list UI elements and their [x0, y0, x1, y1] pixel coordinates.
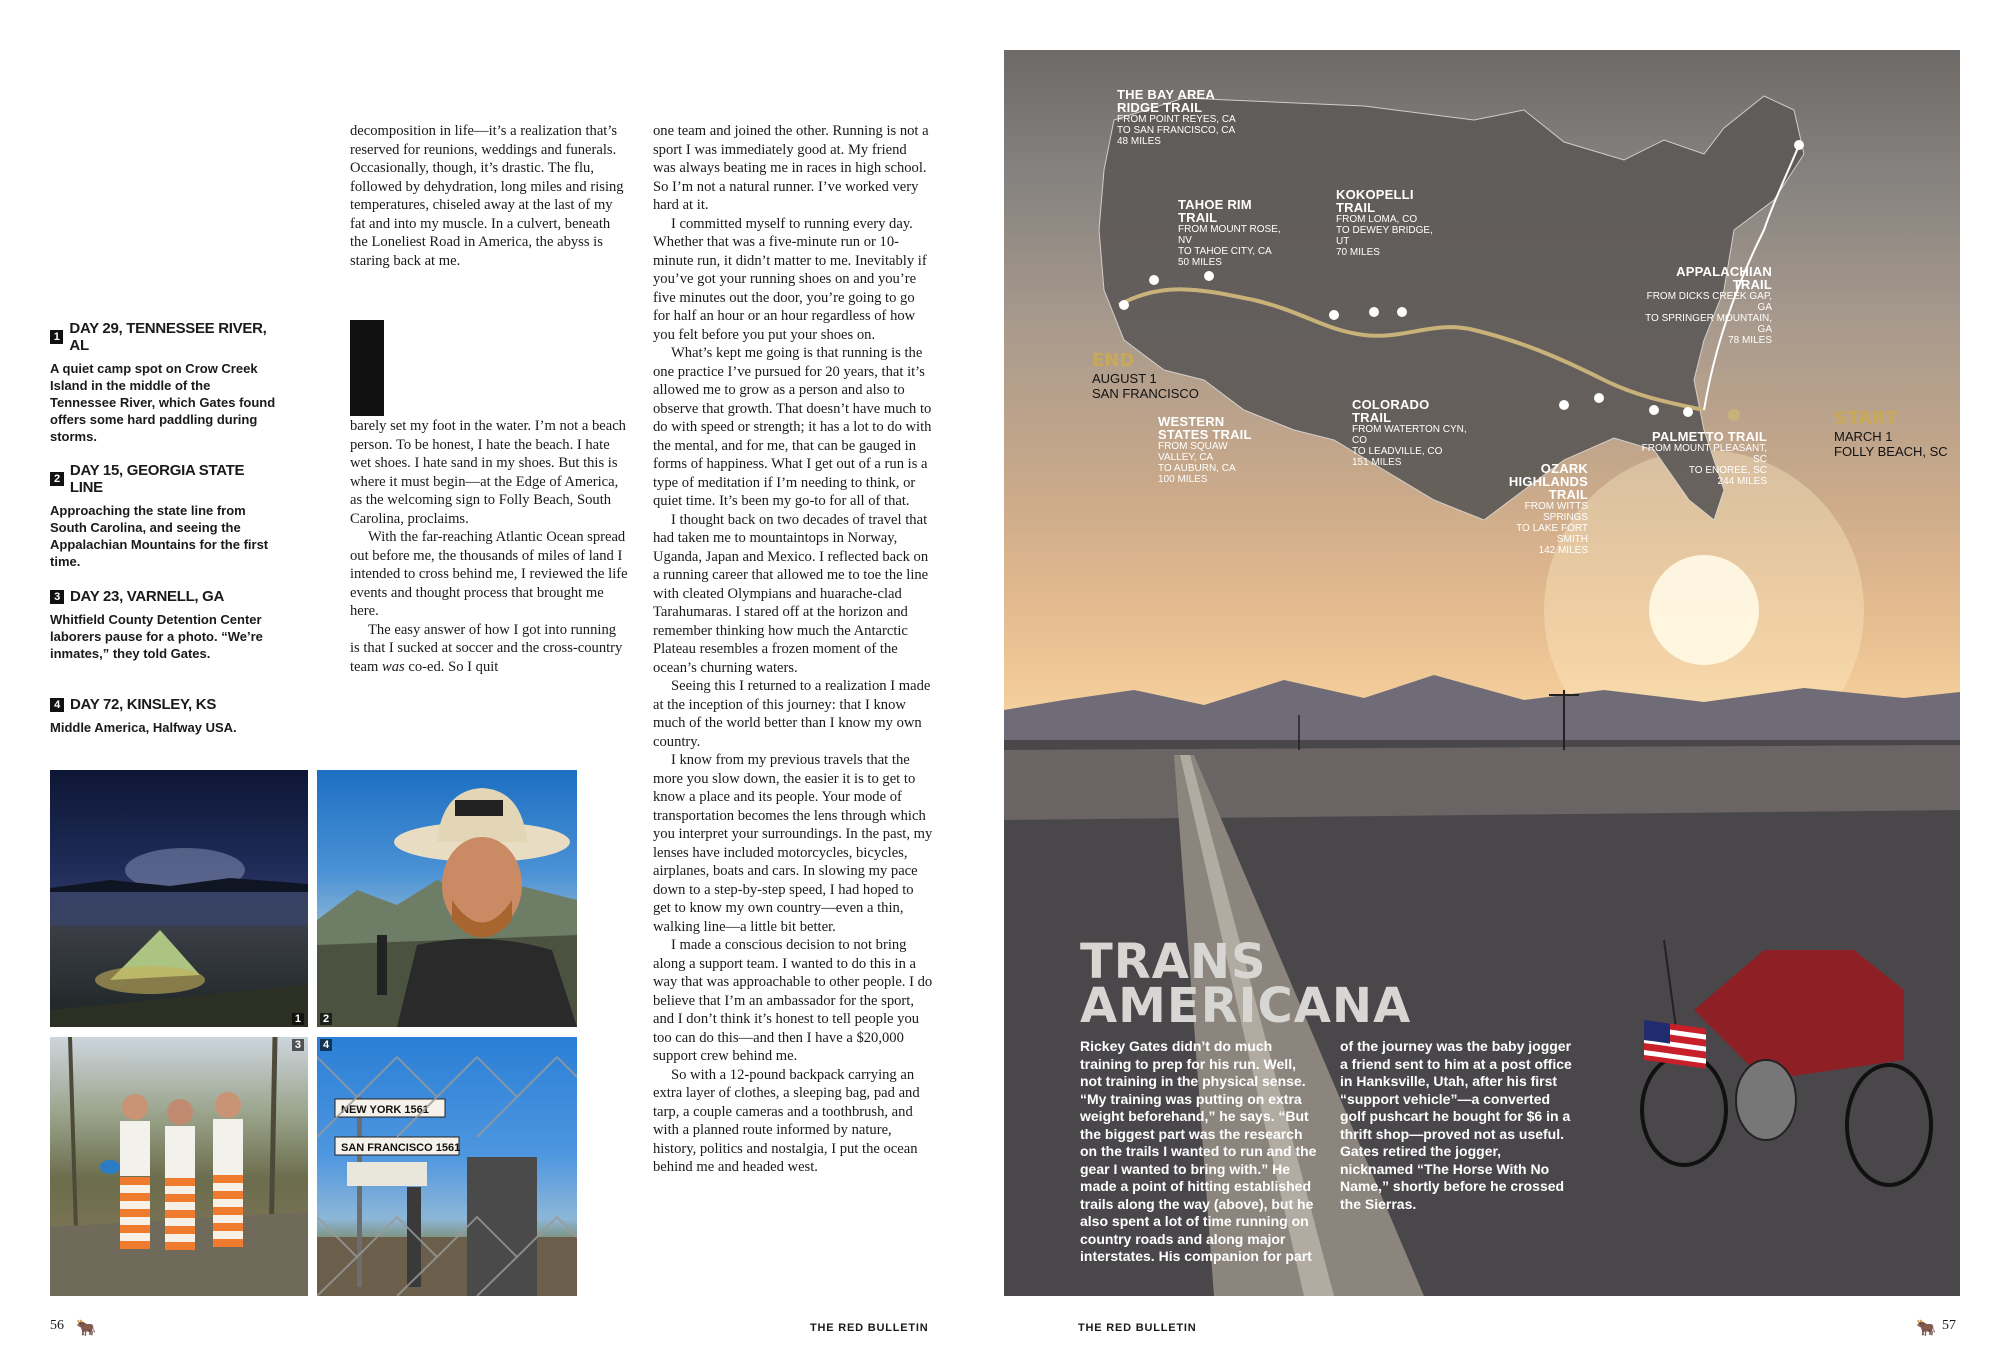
photo-number: 1 — [292, 1013, 304, 1025]
caption-text: Whitfield County Detention Center laborers pause for a photo. “We’re inmates,” they told Gates. — [50, 612, 263, 661]
photo-number: 4 — [320, 1039, 332, 1051]
article-paragraph: With the far-reaching Atlantic Ocean spread out before me, the thousands of miles of land I intended to cross behind me, I reviewed the life events and thought process that brought me here. — [350, 529, 628, 619]
caption-4 — [50, 696, 280, 736]
magazine-name-left: THE RED BULLETIN — [810, 1322, 929, 1334]
photo-number: 3 — [292, 1039, 304, 1051]
caption-number: 3 — [50, 590, 64, 604]
trail-label-western-states: WESTERN STATES TRAIL FROM SQUAW VALLEY, CA TO AUBURN, CA 100 MILES — [1158, 414, 1252, 485]
article-paragraph: I made a conscious decision to not bring along a support team. I wanted to do this in a way that was approachable to other people. I do believe that I’m an ambassador for the sport, and I don’t think it’s honest to tell people you too can do this—and then I have a $20,000 support crew behind me. — [653, 937, 933, 1064]
article-column-1 — [350, 417, 628, 676]
caption-text: Approaching the state line from South Carolina, and seeing the Appalachian Mountains for the first time. — [50, 503, 269, 569]
page-number-left: 56 — [50, 1318, 64, 1333]
deck-column-2: of the journey was the baby jogger a friend sent to him at a post office in Hanksville, Utah, after his first “support vehicle”—a converted golf pushcart he bought for $6 in a thrift shop—proved not as useful. Gates retired the jogger, nicknamed “The Horse With No Name,” shortly before he crossed the Sierras. — [1340, 1038, 1572, 1212]
article-headline: TRANS AMERICANA — [1080, 934, 1412, 1034]
caption-title: DAY 72, KINSLEY, KS — [70, 696, 217, 713]
trail-label-bay-area: THE BAY AREA RIDGE TRAIL FROM POINT REYES, CA TO SAN FRANCISCO, CA 48 MILES — [1117, 87, 1236, 147]
caption-number: 2 — [50, 472, 64, 486]
caption-text: A quiet camp spot on Crow Creek Island in the middle of the Tennessee River, which Gates found offers some hard paddling during storms. — [50, 361, 276, 444]
route-end-label: END AUGUST 1 SAN FRANCISCO — [1092, 350, 1199, 401]
trail-label-palmetto: PALMETTO TRAIL FROM MOUNT PLEASANT, SC TO ENOREE, SC 244 MILES — [1641, 429, 1767, 487]
photo-night-camp — [50, 770, 308, 1027]
caption-number: 1 — [50, 330, 63, 344]
article-paragraph: The easy answer of how I got into running is that I sucked at soccer and the cross-country team was co-ed. So I quit — [350, 621, 623, 675]
route-start-label: START MARCH 1 FOLLY BEACH, SC — [1834, 408, 1948, 459]
trail-label-kokopelli: KOKOPELLI TRAIL FROM LOMA, CO TO DEWEY BRIDGE, UT 70 MILES — [1336, 187, 1433, 258]
trail-label-colorado: COLORADO TRAIL FROM WATERTON CYN, CO TO LEADVILLE, CO 151 MILES — [1352, 397, 1467, 468]
article-paragraph: I thought back on two decades of travel that had taken me to mountaintops in Norway, Uganda, Japan and Mexico. I reflected back on a running career that allowed me to toe the line with cleated Olympians and huarache-clad Tarahumaras. I stared off at the horizon and remember thinking how much the Antarctic Plateau resembles a frozen moment of the ocean’s churning waters. — [653, 511, 929, 676]
photo-number: 2 — [320, 1013, 332, 1025]
caption-2 — [50, 462, 280, 570]
deck-column-1: Rickey Gates didn’t do much training to prep for his run. Well, not training in the physical sense. “My training was putting on extra weight beforehand,” he says. “But the biggest part was the research on the trails I wanted to run and the gear I wanted to bring with.” He made a point of hitting established trails along the way (above), but he also spent a lot of time running on country roads and along major interstates. His companion for part — [1080, 1038, 1317, 1264]
photo-hiker-portrait — [317, 770, 577, 1027]
article-paragraph: So with a 12-pound backpack carrying an extra layer of clothes, a sleeping bag, pad and tarp, a couple cameras and a toothbrush, and with a planned route informed by nature, history, politics and nostalgia, I put the ocean behind me and headed west. — [653, 1066, 920, 1175]
caption-3 — [50, 588, 280, 662]
sign-new-york: NEW YORK 1561 — [341, 1104, 429, 1116]
article-paragraph: I committed myself to running every day. Whether that was a five-minute run or 10-minute run, it didn’t matter to me. Inevitably if you’ve got your running shoes on and you’re five minutes out the door, you’re going to go for half an hour or an hour regardless of how you felt before you put your shoes on. — [653, 215, 927, 343]
caption-title: DAY 15, GEORGIA STATE LINE — [69, 462, 245, 496]
photo-signpost — [317, 1037, 577, 1296]
trail-label-tahoe: TAHOE RIM TRAIL FROM MOUNT ROSE, NV TO TAHOE CITY, CA 50 MILES — [1178, 197, 1281, 268]
caption-text: Middle America, Halfway USA. — [50, 720, 237, 735]
photo-inmates — [50, 1037, 308, 1296]
caption-title: DAY 29, TENNESSEE RIVER, AL — [69, 320, 267, 354]
article-paragraph: one team and joined the other. Running is not a sport I was immediately good at. My friend was always beating me in races in high school. So I’m not a natural runner. I’ve worked very hard at it. — [653, 123, 929, 213]
article-paragraph: barely set my foot in the water. I’m not a beach person. To be honest, I hate the beach. I hate wet shoes. I hate sand in my shoes. But this is where it must begin—at the Edge of America, as the welcoming sign to Folly Beach, South Carolina, proclaims. — [350, 418, 626, 527]
caption-title: DAY 23, VARNELL, GA — [70, 588, 225, 605]
drop-cap — [350, 320, 384, 416]
article-paragraph: What’s kept me going is that running is the one practice I’ve pursued for 20 years, that it’s allowed me to grow as a person and also to observe that growth. That doesn’t have much to do with speed or strength; it has a lot to do with the mental, and for me, that can be gauged in forms of happiness. What I get out of a run is a type of meditation if I’m needing to think, or quiet time. It’s been my go-to for all of that. — [653, 345, 932, 509]
sign-san-francisco: SAN FRANCISCO 1561 — [341, 1142, 461, 1154]
article-paragraph: decomposition in life—it’s a realization that’s reserved for reunions, weddings and funerals. Occasionally, though, it’s drastic. The flu, followed by dehydration, long miles and rising temperatures, chiseled away at the last of my fat and into my muscle. In a culvert, beneath the Loneliest Road in America, the abyss is staring back at me. — [350, 123, 624, 269]
trail-label-appalachian: APPALACHIAN TRAIL FROM DICKS CREEK GAP, GA TO SPRINGER MOUNTAIN, GA 78 MILES — [1645, 264, 1772, 346]
bull-logo-icon: 🐂 — [1916, 1320, 1936, 1337]
article-column-2 — [653, 122, 933, 1177]
page-number-right: 57 — [1942, 1318, 1956, 1333]
caption-1 — [50, 320, 280, 445]
bull-logo-icon: 🐂 — [76, 1320, 96, 1337]
article-paragraph: I know from my previous travels that the more you slow down, the easier it is to get to know a place and its people. Your mode of transportation becomes the lens through which you interpret your surroundings. In the past, my lenses have included motorcycles, bicycles, airplanes, boats and cars. In slowing my pace down to a step-by-step speed, I had hoped to get to know my own country—even a thin, walking line—a little bit better. — [653, 752, 933, 935]
caption-number: 4 — [50, 698, 64, 712]
article-column-1-top — [350, 122, 628, 270]
trail-label-ozark: OZARK HIGHLANDS TRAIL FROM WITTS SPRINGS TO LAKE FORT SMITH 142 MILES — [1508, 461, 1588, 556]
article-paragraph: Seeing this I returned to a realization I made at the inception of this journey: that I know much of the world better than I know my own country. — [653, 678, 931, 750]
magazine-name-right: THE RED BULLETIN — [1078, 1322, 1197, 1334]
